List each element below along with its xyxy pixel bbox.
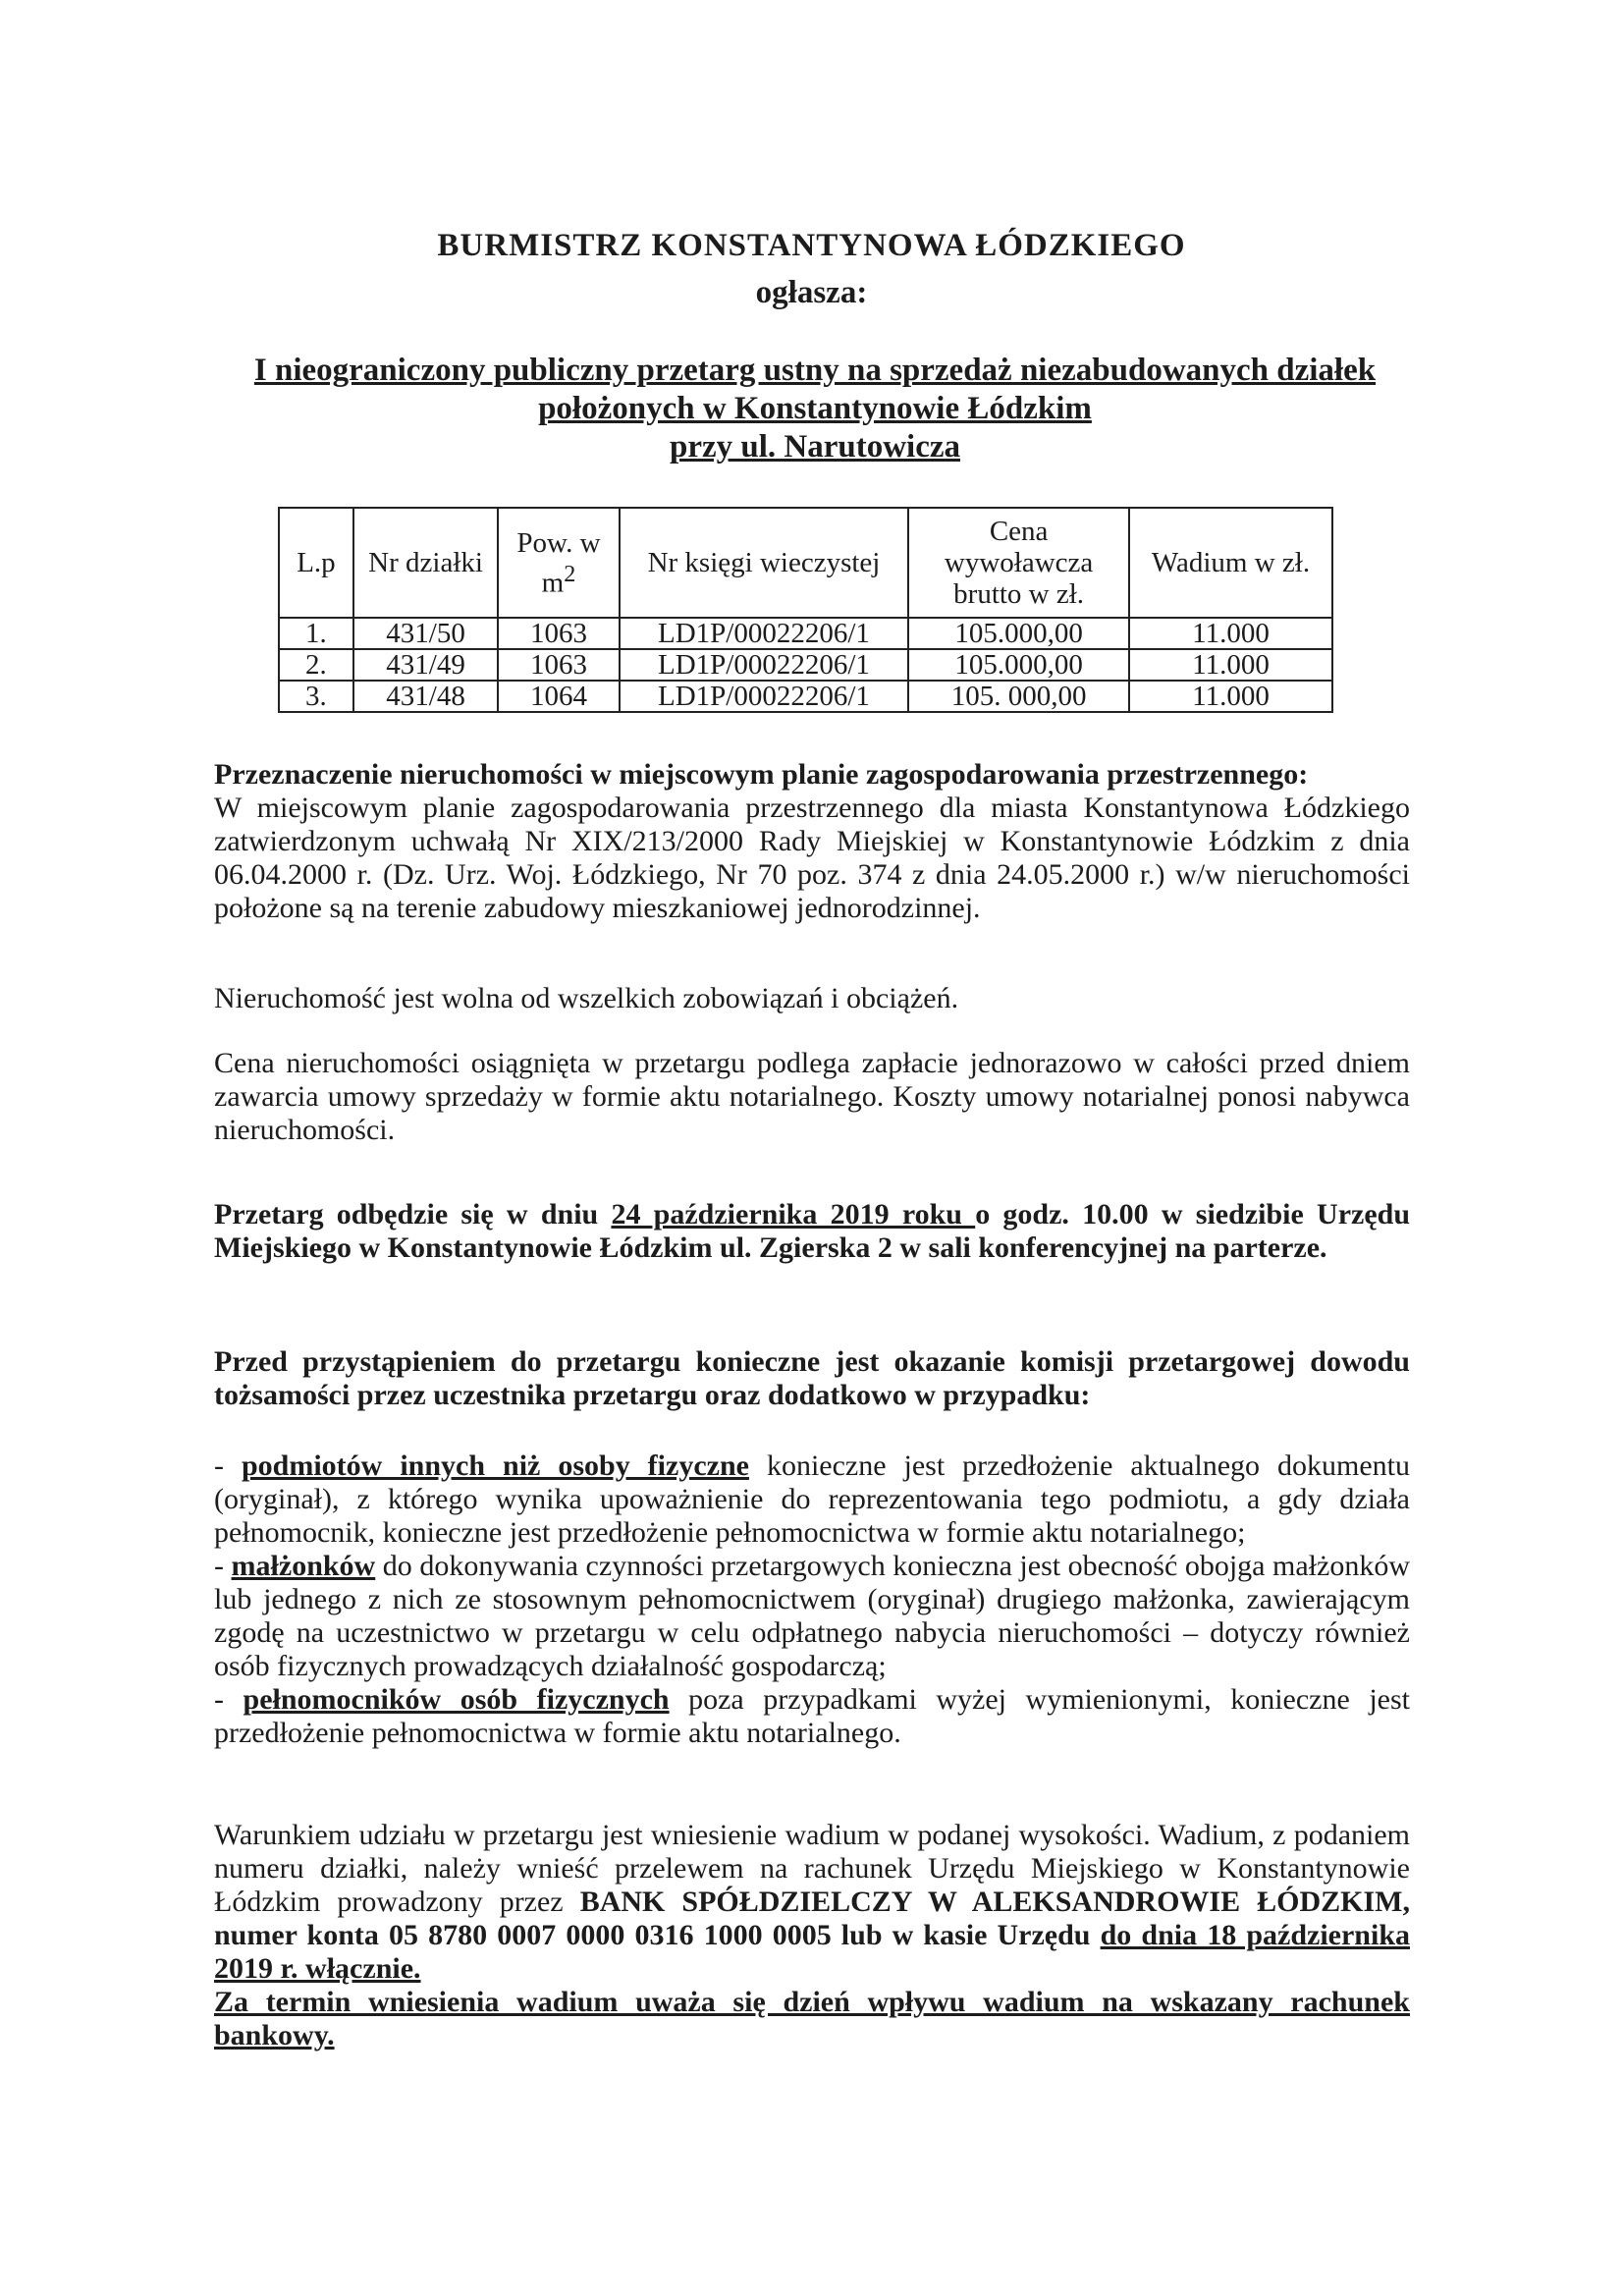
list-item <box>214 1683 1410 1750</box>
cell-price: 105. 000,00 <box>908 681 1129 712</box>
requirements-intro-text: Przed przystąpieniem do przetargu konieczne jest okazanie komisji przetargowej dowodu tożsamości przez uczestnika przetargu oraz dodatkowo w przypadku: <box>214 1345 1410 1411</box>
table-header-row <box>279 508 1332 618</box>
table-row <box>279 681 1332 712</box>
cell-plot-number: 431/50 <box>353 618 498 649</box>
encumbrance-note <box>214 982 1410 1015</box>
case-label: podmiotów innych niż osoby fizyczne <box>241 1449 749 1482</box>
table-row <box>279 618 1332 649</box>
plots-table <box>278 507 1333 713</box>
deposit-deadline: do dnia 18 października 2019 r. włącznie. <box>214 1919 1410 1985</box>
cell-lp: 3. <box>279 681 353 712</box>
deposit-text: Warunkiem udziału w przetargu jest wniesienie wadium w podanej wysokości. Wadium, z podaniem numeru działki, należy wnieść przelewem na rachunek Urzędu Miejskiego w Konstantynowie Łódzkim prowadzony przez <box>214 1819 1410 1918</box>
case-label: małżonków <box>231 1550 376 1582</box>
tender-title <box>221 352 1409 466</box>
deposit-paragraph <box>214 1819 1410 1986</box>
requirements-list <box>214 1449 1410 1750</box>
cell-deposit: 11.000 <box>1129 649 1332 681</box>
zoning-heading: Przeznaczenie nieruchomości w miejscowym planie zagospodarowania przestrzennego: <box>214 758 1309 791</box>
case-label: pełnomocników osób fizycznych <box>243 1683 670 1716</box>
cell-lp: 2. <box>279 649 353 681</box>
zoning-section <box>214 758 1410 925</box>
auction-date-section <box>214 1198 1410 1265</box>
deposit-note: Za termin wniesienia wadium uważa się dzień wpływu wadium na wskazany rachunek bankowy. <box>214 1986 1410 2051</box>
auction-date-prefix: Przetarg odbędzie się w dniu <box>214 1198 612 1230</box>
tender-title-line-2: położonych w Konstantynowie Łódzkim <box>538 391 1092 426</box>
cell-land-register: LD1P/00022206/1 <box>620 649 908 681</box>
list-dash: - <box>214 1550 232 1582</box>
encumbrance-text: Nieruchomość jest wolna od wszelkich zobowiązań i obciążeń. <box>214 982 959 1014</box>
case-text: konieczne jest przedłożenie aktualnego dokumentu (oryginał), z którego wynika upoważnienie do reprezentowania tego podmiotu, a gdy działa pełnomocnik, konieczne jest przedłożenie pełnomocnictwa w formie aktu notarialnego; <box>214 1449 1410 1549</box>
cell-plot-number: 431/48 <box>353 681 498 712</box>
header-land-register: Nr księgi wieczystej <box>620 508 908 618</box>
cell-area: 1064 <box>498 681 620 712</box>
deposit-section <box>214 1819 1410 2052</box>
auction-date-paragraph <box>214 1198 1410 1265</box>
payment-text: Cena nieruchomości osiągnięta w przetargu podlega zapłacie jednorazowo w całości przed dniem zawarcia umowy sprzedaży w formie aktu notarialnego. Koszty umowy notarialnej ponosi nabywca nieruchomości. <box>214 1047 1410 1146</box>
cell-deposit: 11.000 <box>1129 618 1332 649</box>
header-area-unit: m <box>541 567 565 599</box>
zoning-text: W miejscowym planie zagospodarowania przestrzennego dla miasta Konstantynowa Łódzkiego zatwierdzonym uchwałą Nr XIX/213/2000 Rady Miejskiej w Konstantynowie Łódzkim z dnia 06.04.2000 r. (Dz. Urz. Woj. Łódzkiego, Nr 70 poz. 374 z dnia 24.05.2000 r.) w/w nieruchomości położone są na terenie zabudowy mieszkaniowej jednorodzinnej. <box>214 792 1410 924</box>
header-plot-number: Nr działki <box>353 508 498 618</box>
header-area-unit-sup: 2 <box>564 560 576 587</box>
cell-plot-number: 431/49 <box>353 649 498 681</box>
cell-area: 1063 <box>498 618 620 649</box>
header-area-label: Pow. w <box>516 526 601 559</box>
tender-title-line-3: przy ul. Narutowicza <box>669 429 961 465</box>
header-lp: L.p <box>279 508 353 618</box>
header-price: Cena wywoławcza brutto w zł. <box>908 508 1129 618</box>
cell-price: 105.000,00 <box>908 649 1129 681</box>
cell-land-register: LD1P/00022206/1 <box>620 618 908 649</box>
case-text: do dokonywania czynności przetargowych konieczna jest obecność obojga małżonków lub jednego z nich ze stosownym pełnomocnictwem (oryginał) drugiego małżonka, zawierającym zgodę na uczestnictwo w przetargu w celu odpłatnego nabycia nieruchomości – dotyczy również osób fizycznych prowadzących działalność gospodarczą; <box>214 1550 1410 1682</box>
requirements-intro <box>214 1345 1410 1412</box>
cell-lp: 1. <box>279 618 353 649</box>
payment-section <box>214 1047 1410 1147</box>
list-item <box>214 1550 1410 1683</box>
table-row <box>279 649 1332 681</box>
list-item <box>214 1449 1410 1550</box>
auction-date-suffix: o godz. 10.00 w siedzibie Urzędu Miejskiego w Konstantynowie Łódzkim ul. Zgierska 2 w sali konferencyjnej na parterze. <box>214 1198 1411 1264</box>
auction-date: 24 października 2019 roku <box>611 1198 976 1230</box>
cell-deposit: 11.000 <box>1129 681 1332 712</box>
cell-land-register: LD1P/00022206/1 <box>620 681 908 712</box>
header-area <box>498 508 620 618</box>
cell-price: 105.000,00 <box>908 618 1129 649</box>
tender-title-line-1: I nieograniczony publiczny przetarg ustny na sprzedaż niezabudowanych działek <box>253 353 1377 388</box>
list-dash: - <box>214 1683 243 1716</box>
issuer-title: BURMISTRZ KONSTANTYNOWA ŁÓDZKIEGO <box>437 228 1186 263</box>
issuer-subtitle: ogłasza: <box>755 275 868 310</box>
bank-details: BANK SPÓŁDZIELCZY W ALEKSANDROWIE ŁÓDZKIM, numer konta 05 8780 0007 0000 0316 1000 0005 lub w kasie Urzędu <box>214 1886 1410 1951</box>
header-deposit: Wadium w zł. <box>1129 508 1332 618</box>
cell-area: 1063 <box>498 649 620 681</box>
list-dash: - <box>214 1449 242 1482</box>
case-text: poza przypadkami wyżej wymienionymi, konieczne jest przedłożenie pełnomocnictwa w formie aktu notarialnego. <box>214 1683 1410 1749</box>
